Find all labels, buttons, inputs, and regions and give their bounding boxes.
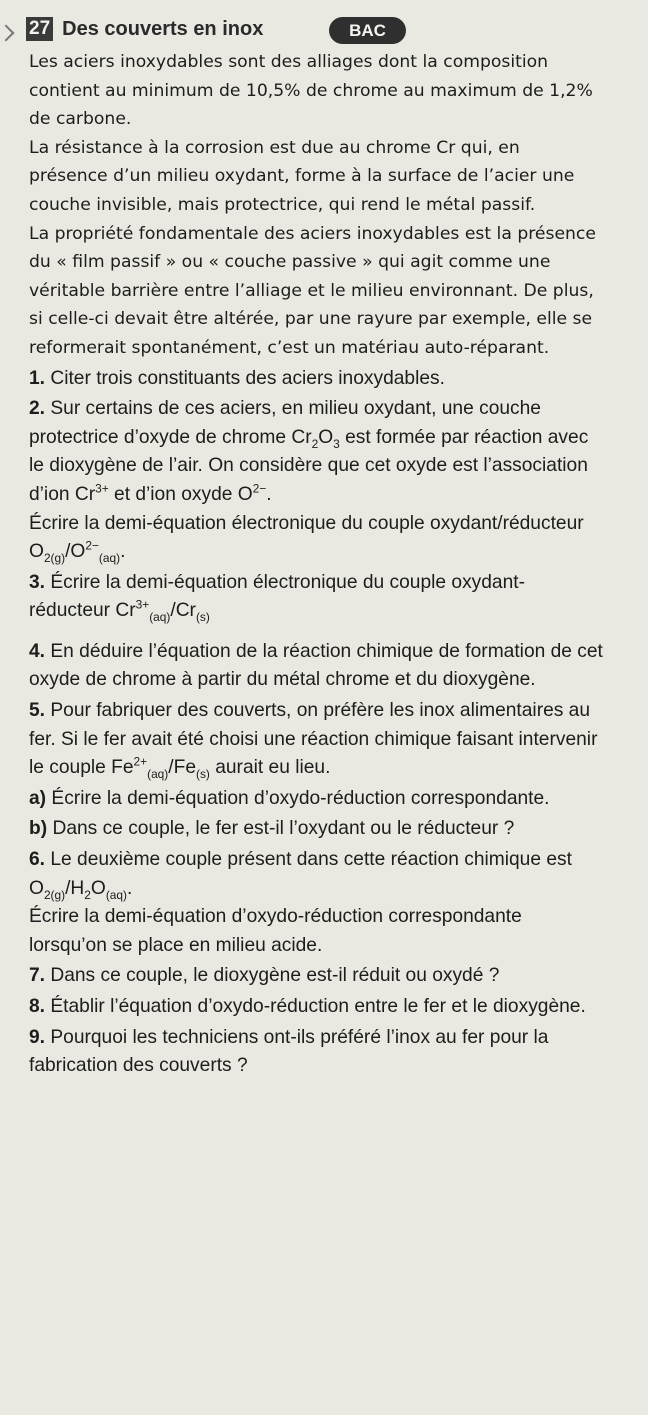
formula-cr-ion: $Cr^{3+}$ xyxy=(74,481,109,505)
question-5a xyxy=(29,785,603,814)
question-text: Écrire la demi-équation d’oxydo-réduction correspondante. xyxy=(51,787,550,809)
question-text: Pourquoi les techniciens ont-ils préféré l’inox au fer pour la fabrication des couverts ? xyxy=(29,1026,549,1077)
question-text: Sur certains de ces aciers, en milieu oxydant, une couche protectrice d’oxyde de chrome xyxy=(29,398,541,448)
question-number: 2. xyxy=(29,398,46,420)
question-number: 8. xyxy=(29,996,46,1017)
question-text: Écrire la demi-équation électronique du couple oxydant-réducteur xyxy=(29,571,525,622)
question-6-instruction: Écrire la demi-équation d’oxydo-réduction correspondante lorsqu’on se place en milieu acide. xyxy=(29,906,522,956)
exercise-content xyxy=(29,48,603,1081)
question-text: Le deuxième couple présent dans cette réaction chimique est xyxy=(50,849,572,871)
question-2-instruction: Écrire la demi-équation électronique du couple oxydant/réducteur $O_{2(g)}/O^{2-}_{(aq)}$. xyxy=(29,512,584,565)
intro-paragraph-1: Les aciers inoxydables sont des alliages dont la composition contient au minimum de 10,5% de chrome au maximum de 1,2% de carbone. xyxy=(29,52,593,130)
question-number: 9. xyxy=(29,1026,46,1048)
question-6: 6. Le deuxième couple présent dans cette réaction chimique est $O_{2(g)}/H_2O_{(aq)}$. xyxy=(29,849,572,902)
question-text: Établir l’équation d’oxydo-réduction entre le fer et le dioxygène. xyxy=(50,996,586,1017)
question-text: Écrire la demi-équation électronique du couple oxydant/réducteur xyxy=(29,512,584,534)
question-2: 2. Sur certains de ces aciers, en milieu oxydant, une couche protectrice d’oxyde de chrome $Cr_2O_3$ est formée par réaction avec le dioxygène de l’air. On considère que cet oxyde est l’association d’ion $Cr^{3+}$ et d’ion oxyde $O^{2-}$. xyxy=(29,398,589,505)
question-3 xyxy=(29,569,603,626)
margin-arrow-icon xyxy=(0,25,14,42)
question-number: 7. xyxy=(29,965,46,987)
question-number: a) xyxy=(29,787,47,809)
question-5b xyxy=(29,815,603,844)
question-1 xyxy=(29,365,603,394)
question-number: 6. xyxy=(29,849,46,871)
question-text: Pour fabriquer des couverts, on préfère les inox alimentaires au fer. Si le fer avait été choisi une réaction chimique faisant intervenir le couple xyxy=(29,700,598,779)
question-text: aurait eu lieu. xyxy=(209,757,331,779)
question-8 xyxy=(29,993,603,1022)
formula-couple-fe: $Fe^{2+}_{(aq)}/Fe_{(s)}$ xyxy=(111,754,210,782)
exercise-header xyxy=(26,14,263,44)
question-number: 3. xyxy=(29,571,46,593)
intro-paragraph-2: La résistance à la corrosion est due au chrome Cr qui, en présence d’un milieu oxydant, forme à la surface de l’acier une couche invisible, mais protectrice, qui rend le métal passif. xyxy=(29,137,575,215)
formula-couple-o2: $O_{2(g)}/O^{2-}_{(aq)}$ xyxy=(29,538,121,565)
formula-couple-cr: $Cr^{3+}_{(aq)}/Cr_{(s)}$ xyxy=(115,597,210,625)
question-text: et d’ion oxyde xyxy=(108,483,238,505)
question-number: 1. xyxy=(29,367,46,389)
question-text: Dans ce couple, le fer est-il l’oxydant ou le réducteur ? xyxy=(52,818,515,840)
formula-oxide-ion: $O^{2-}$ xyxy=(237,481,267,505)
question-5 xyxy=(29,697,603,783)
question-text: Citer trois constituants des aciers inoxydables. xyxy=(50,367,445,389)
question-text: Dans ce couple, le dioxygène est-il réduit ou oxydé ? xyxy=(50,965,500,987)
question-number: 5. xyxy=(29,700,46,722)
intro-paragraph-3: La propriété fondamentale des aciers inoxydables est la présence du « film passif » ou « couche passive » qui agit comme une véritable barrière entre l’alliage et le milieu environnant. De plus, si celle-ci devait être altérée, par une rayure par exemple, elle se reformerait spontanément, c’est un matériau auto-réparant. xyxy=(29,223,596,358)
question-9 xyxy=(29,1024,603,1081)
question-number: 4. xyxy=(29,640,46,662)
question-text: En déduire l’équation de la réaction chimique de formation de cet oxyde de chrome à partir du métal chrome et du dioxygène. xyxy=(29,640,603,691)
formula-couple-o2-h2o: $O_{2(g)}/H_2O_{(aq)}$ xyxy=(29,877,127,902)
question-text: est formée par réaction avec le dioxygène de l’air. On considère que cet oxyde est l’association d’ion xyxy=(29,426,589,505)
question-7 xyxy=(29,962,603,991)
question-4 xyxy=(29,638,603,695)
bac-badge: BAC xyxy=(329,17,406,44)
exercise-number: 27 xyxy=(26,17,53,41)
exercise-title: Des couverts en inox xyxy=(62,17,264,40)
formula-cr2o3: $Cr_2O_3$ xyxy=(291,426,340,451)
question-number: b) xyxy=(29,818,48,840)
